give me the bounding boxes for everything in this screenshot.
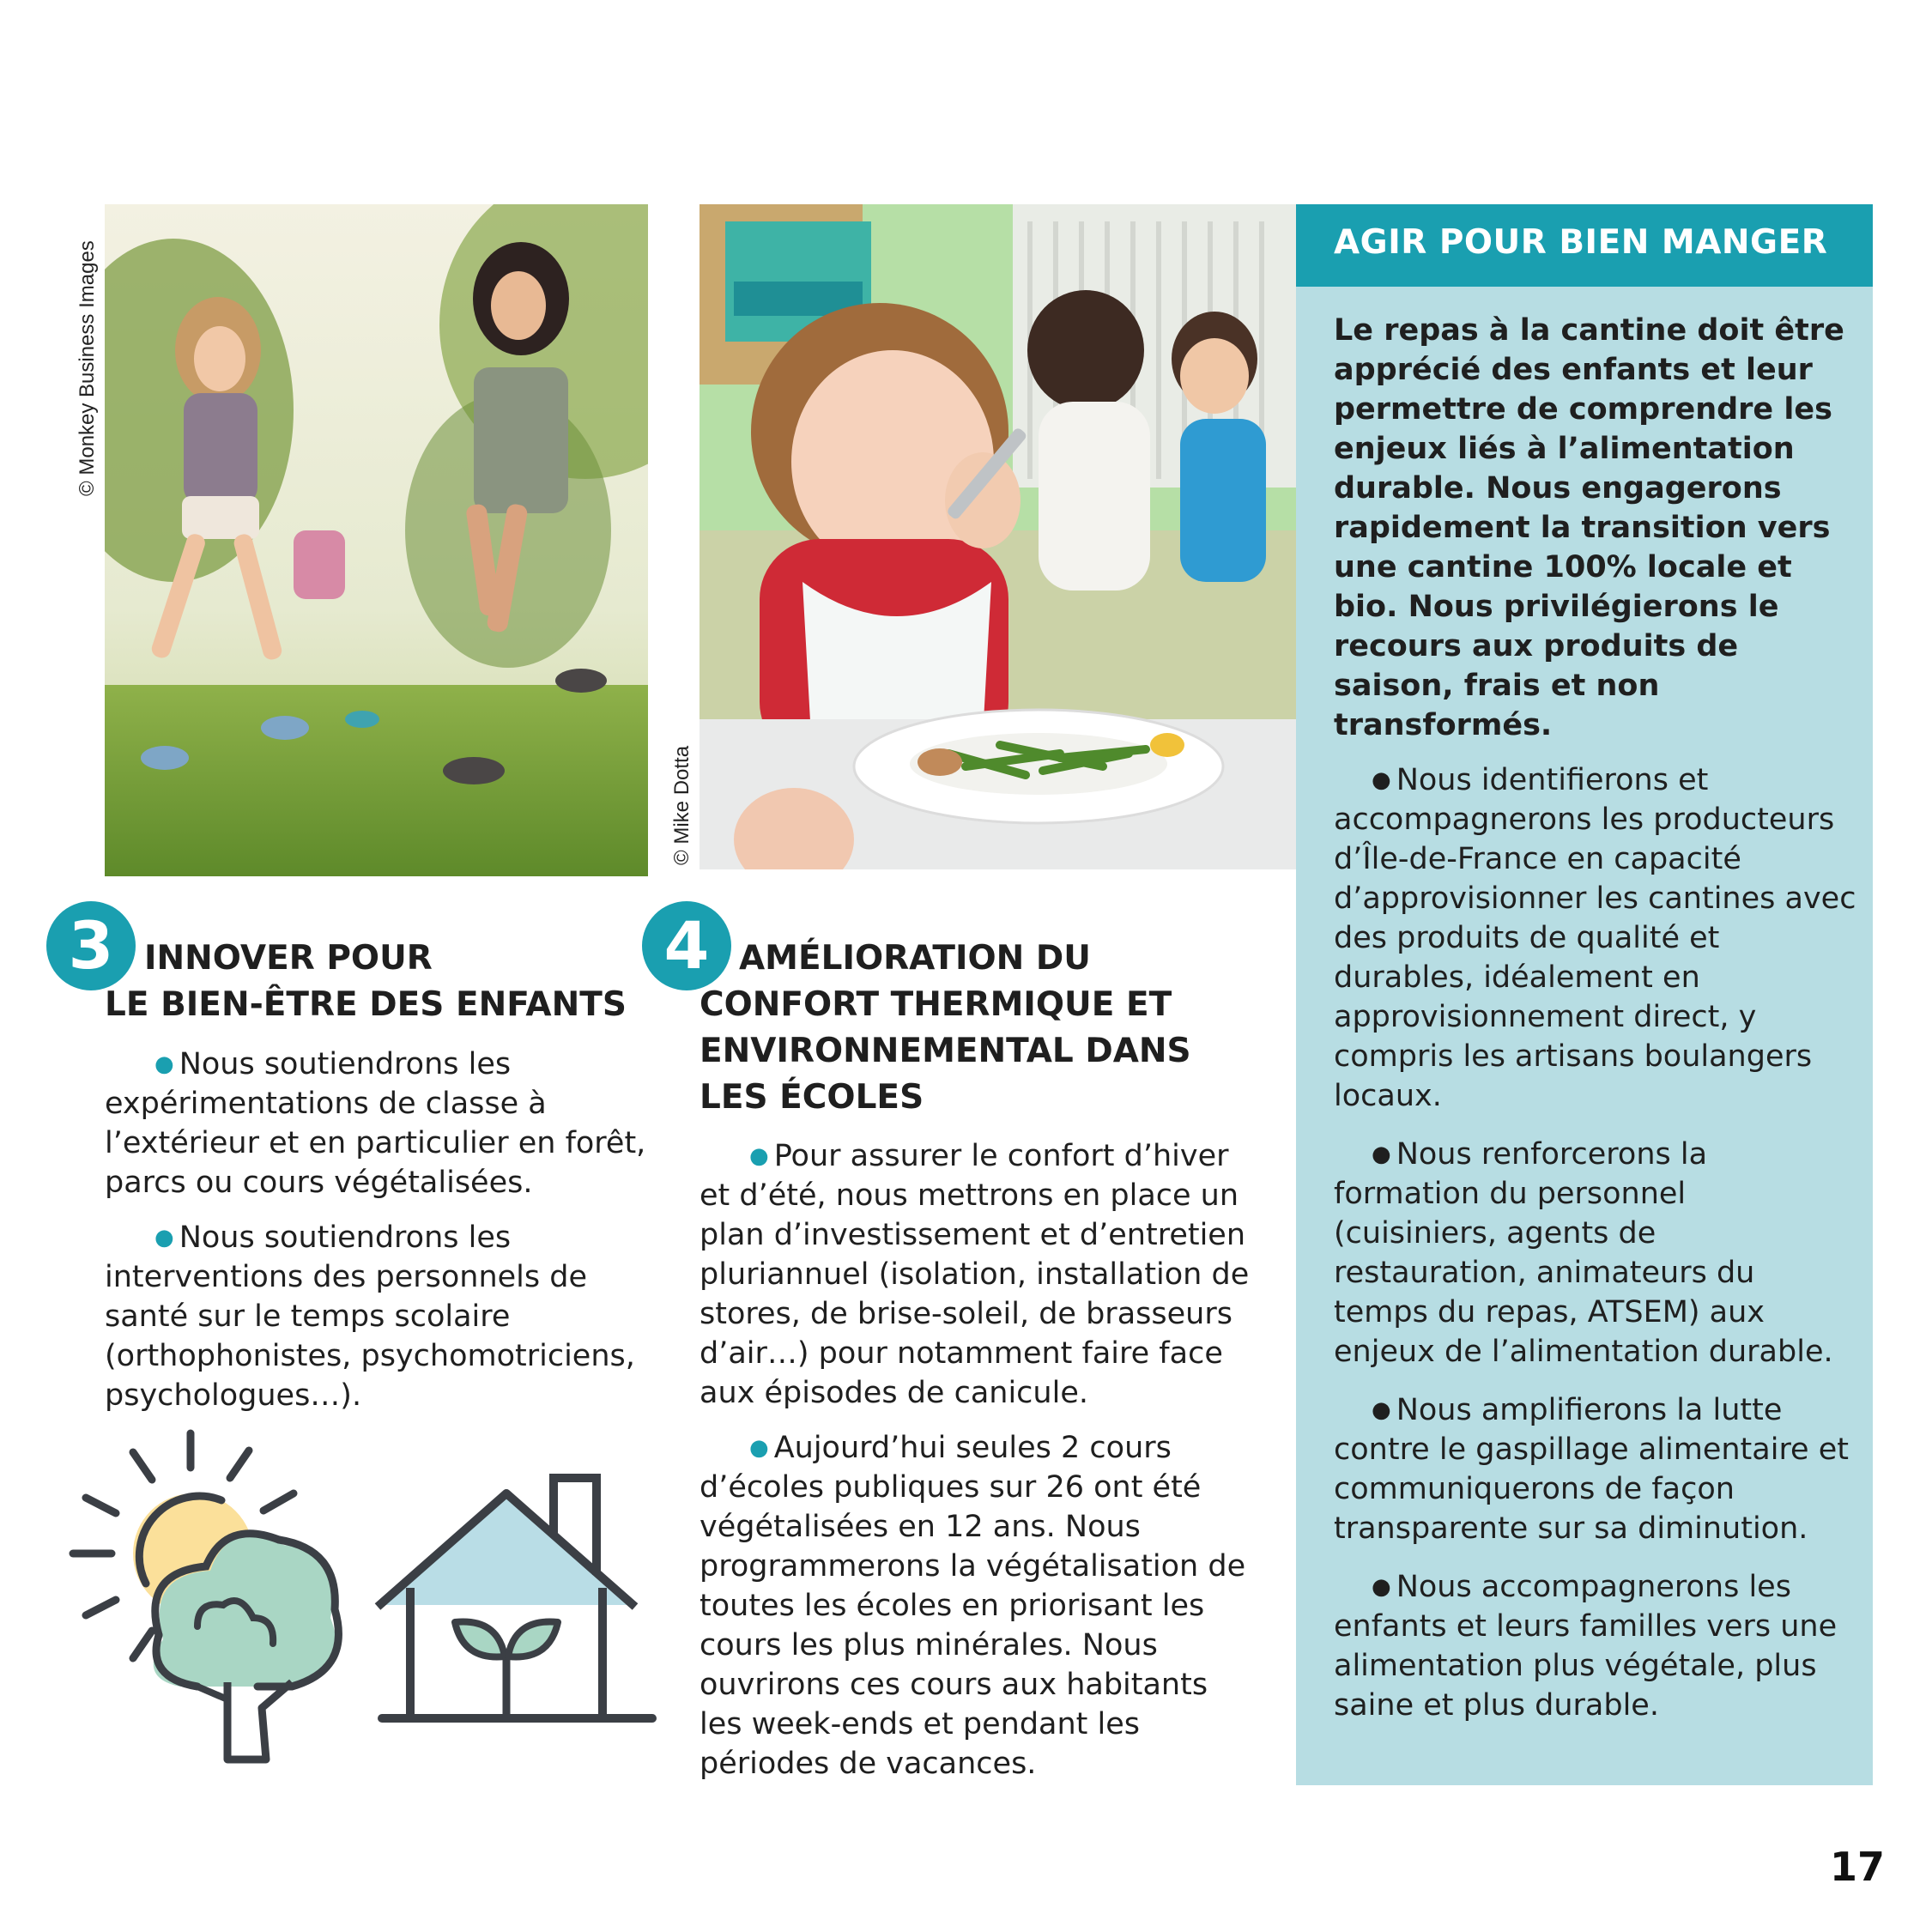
photo-children-running [105, 204, 648, 876]
section-4-title-line1: AMÉLIORATION DU [739, 939, 1091, 978]
child-eating-image [700, 204, 1296, 869]
section-4-paragraph: ● Pour assurer le confort d’hiver et d’été, nous mettrons en place un plan d’investissement et d’entretien pluriannuel (isolation, installation de stores, de brise-soleil, de brasseurs d’air…) pour notamment faire face aux épisodes de canicule. [700, 1136, 1257, 1413]
section-3-number-badge: 3 [46, 901, 136, 990]
eco-illustration [60, 1425, 661, 1785]
section-3-title [105, 936, 671, 1028]
section-4-paragraph: ● Aujourd’hui seules 2 cours d’écoles publiques sur 26 ont été végétalisées en 12 ans. Nous programmerons la végétalisation de toutes les écoles en priorisant les cours les plus minérales. Nous ouvrirons ces cours aux habitants les week-ends et pendant les périodes de vacances. [700, 1428, 1257, 1784]
section-4-body [700, 1136, 1257, 1799]
section-4-title-line4: LES ÉCOLES [700, 1078, 924, 1117]
sidebar-bullet: ● Nous identifierons et accompagnerons les producteurs d’Île-de-France en capacité d’approvisionner les cantines avec des produits de qualité et durables, idéalement en approvisionnement direct, y compris les artisans boulangers locaux. [1334, 760, 1857, 1116]
sprout-icon [455, 1622, 558, 1717]
section-3-title-line1: INNOVER POUR [144, 939, 433, 978]
sidebar-intro: Le repas à la cantine doit être apprécié des enfants et leur permettre de comprendre les enjeux liés à l’alimentation durable. Nous engagerons rapidement la transition vers une cantine 100% locale et bio. Nous privilégierons le recours aux produits de saison, frais et non transformés. [1334, 313, 1844, 742]
section-4-title [700, 936, 1266, 1121]
sidebar-bullet: ● Nous accompagnerons les enfants et leurs familles vers une alimentation plus végétale, plus saine et plus durable. [1334, 1567, 1857, 1725]
photo-credit-monkey: © Monkey Business Images [76, 240, 99, 496]
section-4-title-line2: CONFORT THERMIQUE ET [700, 985, 1172, 1024]
photo-credit-dotta: © Mike Dotta [670, 745, 693, 865]
sidebar-title-bar [1296, 204, 1873, 287]
section-3-body [105, 1045, 654, 1431]
section-3-title-line2: LE BIEN-ÊTRE DES ENFANTS [105, 985, 627, 1024]
section-4-number-badge: 4 [642, 901, 731, 990]
page-number: 17 [1830, 1844, 1886, 1890]
sidebar-body [1334, 311, 1857, 1744]
photo-child-eating [700, 204, 1296, 869]
sidebar-box-agir-pour-bien-manger [1296, 204, 1873, 1785]
section-3-paragraph: ● Nous soutiendrons les interventions des personnels de santé sur le temps scolaire (orthophonistes, psychomotriciens, psychologues…). [105, 1218, 654, 1415]
sidebar-bullet: ● Nous renforcerons la formation du personnel (cuisiniers, agents de restauration, animateurs du temps du repas, ATSEM) aux enjeux de l’alimentation durable. [1334, 1135, 1857, 1372]
sidebar-bullet: ● Nous amplifierons la lutte contre le gaspillage alimentaire et communiquerons de façon transparente sur sa diminution. [1334, 1390, 1857, 1548]
children-running-image [105, 204, 648, 876]
house-icon [378, 1478, 652, 1718]
section-3-paragraph: ● Nous soutiendrons les expérimentations de classe à l’extérieur et en particulier en forêt, parcs ou cours végétalisées. [105, 1045, 654, 1202]
section-4-title-line3: ENVIRONNEMENTAL DANS [700, 1032, 1191, 1070]
sidebar-title: AGIR POUR BIEN MANGER [1334, 223, 1828, 262]
